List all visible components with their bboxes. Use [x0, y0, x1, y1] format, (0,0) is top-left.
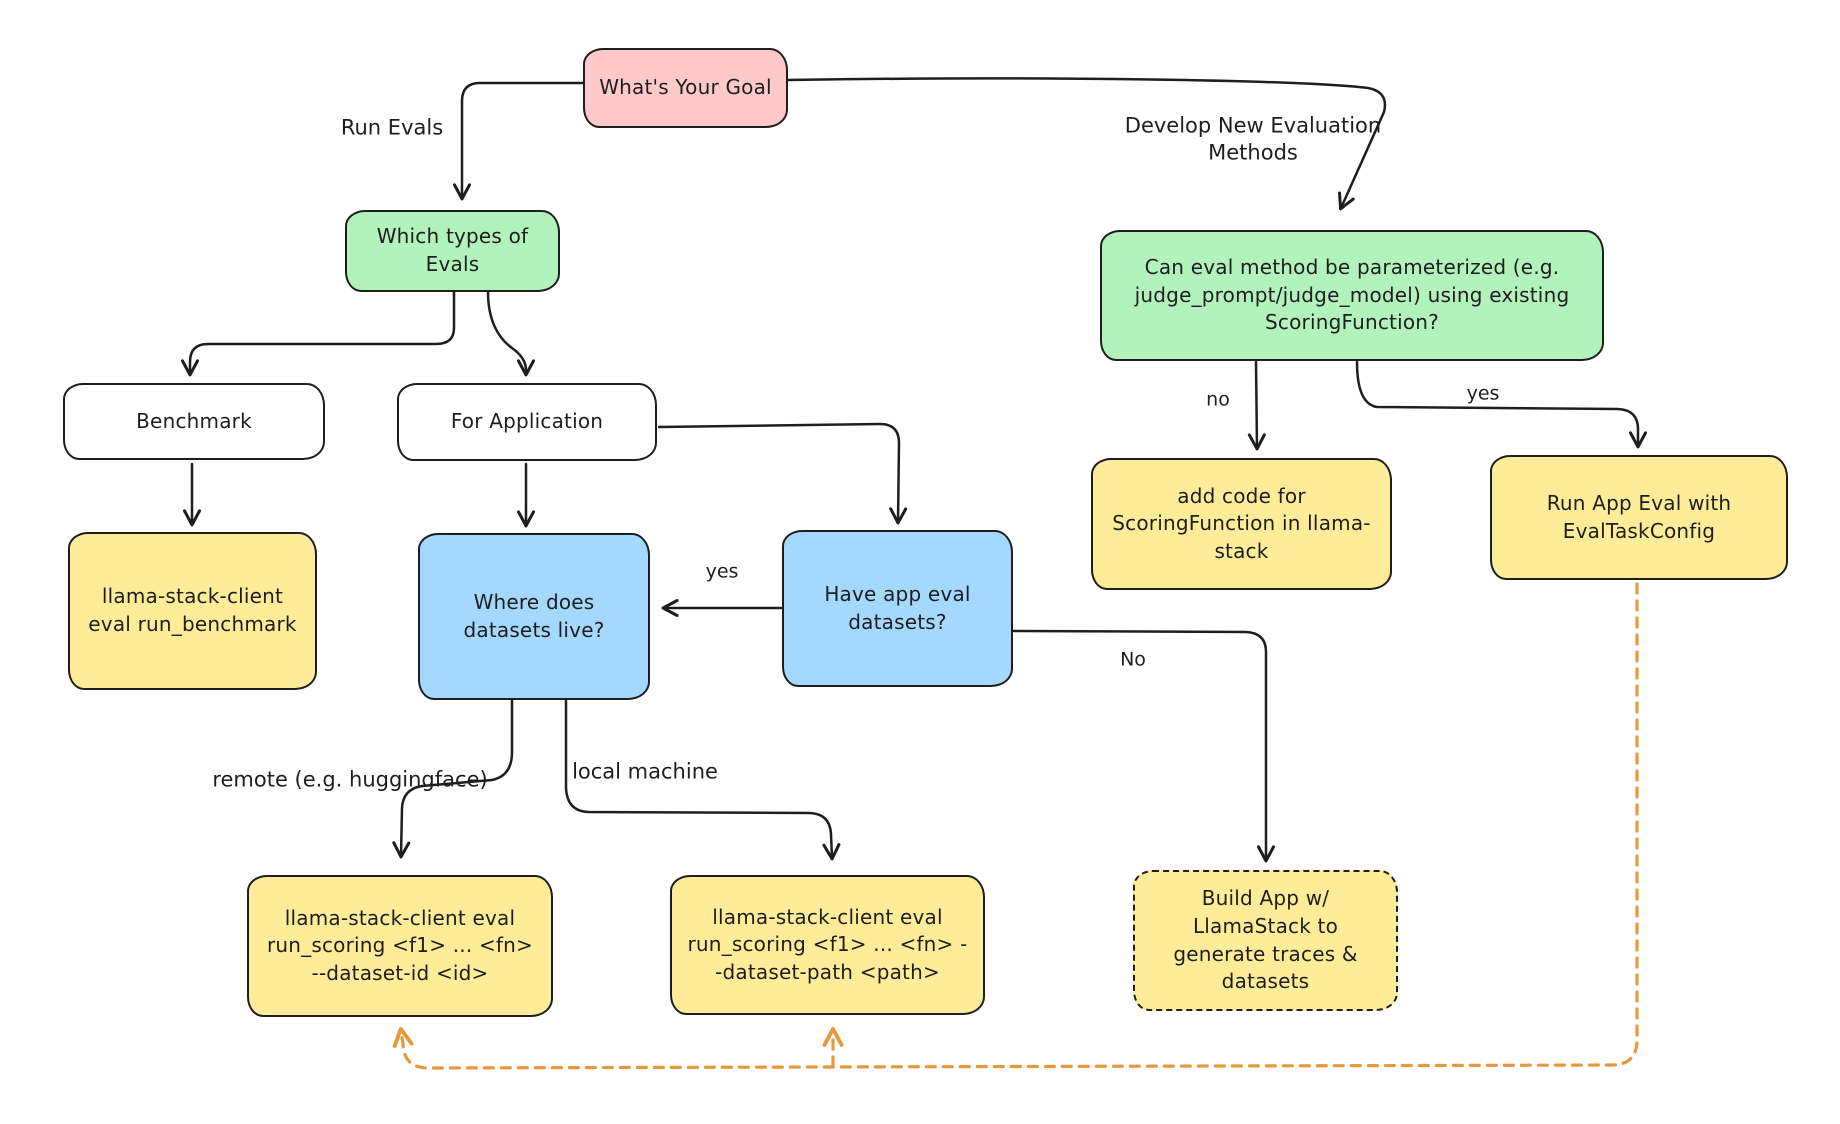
node-label: llama-stack-client eval run_benchmark	[88, 584, 297, 636]
edge-for-application-to-have	[659, 424, 899, 522]
edge-label-local-machine: local machine	[572, 759, 718, 784]
node-which-types-of-evals	[345, 210, 560, 292]
edge-label-remote-huggingface: remote (e.g. huggingface)	[212, 767, 488, 792]
node-build-app-llamastack	[1133, 870, 1398, 1011]
node-for-application	[397, 383, 657, 461]
edge-which-to-for-application	[488, 292, 526, 374]
node-add-code-scoringfunction	[1091, 458, 1392, 590]
node-label: Which types of Evals	[376, 224, 529, 276]
edge-goal-to-which-types	[462, 83, 583, 198]
node-label: Can eval method be parameterized (e.g. judge_prompt/judge_model) using existing ScoringFunction?	[1134, 255, 1570, 335]
edge-label-no-parameterized: no	[1206, 388, 1230, 411]
node-label: Benchmark	[136, 408, 252, 433]
node-benchmark	[63, 383, 325, 460]
node-label: Have app eval datasets?	[824, 581, 971, 634]
node-label: Build App w/ LlamaStack to generate traces & datasets	[1173, 886, 1358, 994]
node-run-scoring-dataset-id	[247, 875, 553, 1017]
edge-label-develop-new-evaluation-methods: Develop New Evaluation Methods	[1124, 113, 1382, 165]
node-label: add code for ScoringFunction in llama-stack	[1112, 483, 1371, 563]
node-have-app-eval-datasets	[782, 530, 1013, 687]
node-whats-your-goal	[583, 48, 788, 128]
node-run-scoring-dataset-path	[670, 875, 985, 1015]
node-label: Where does datasets live?	[463, 589, 605, 642]
node-label: What's Your Goal	[599, 75, 772, 100]
node-label: llama-stack-client eval run_scoring <f1> ... <fn> --dataset-path <path>	[687, 904, 968, 984]
node-where-datasets-live	[418, 533, 650, 700]
node-label: For Application	[450, 409, 604, 434]
node-run-app-eval-evaltaskconfig	[1490, 455, 1788, 580]
edge-label-run-evals: Run Evals	[340, 115, 444, 140]
node-label: llama-stack-client eval run_scoring <f1> ... <fn> --dataset-id <id>	[266, 905, 534, 985]
node-label: Run App Eval with EvalTaskConfig	[1546, 490, 1732, 543]
edge-label-yes-parameterized: yes	[1466, 382, 1500, 405]
edge-label-yes-have-datasets: yes	[705, 560, 739, 583]
node-can-eval-method-be-parameterized	[1100, 230, 1604, 361]
edge-label-no-have-datasets: No	[1120, 648, 1146, 671]
node-run-benchmark	[68, 532, 317, 690]
edge-which-to-benchmark	[190, 292, 454, 374]
edge-can-param-to-add-code-no	[1256, 362, 1257, 448]
